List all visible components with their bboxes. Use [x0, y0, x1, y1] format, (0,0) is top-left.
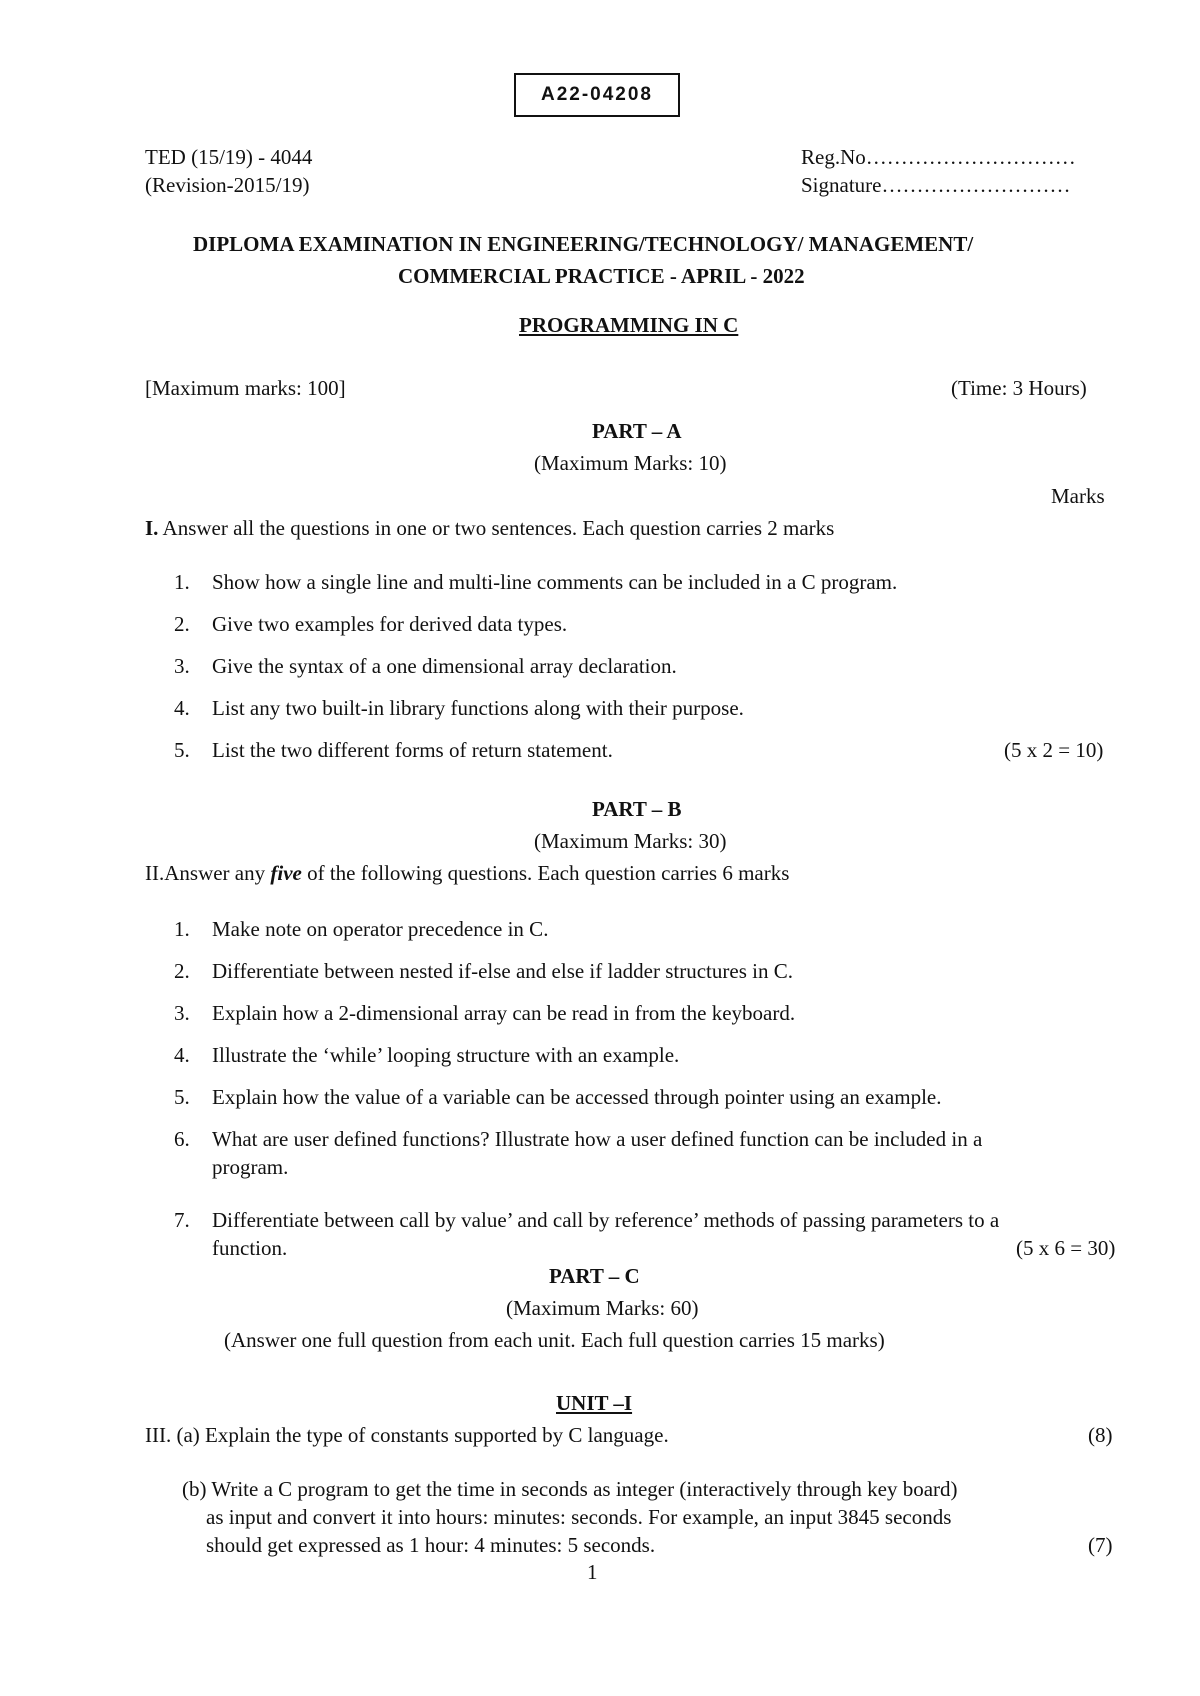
question-text: Show how a single line and multi-line comments can be included in a C program.: [212, 570, 898, 594]
question-text: Give two examples for derived data types.: [212, 612, 568, 636]
marks-column-label: Marks: [1051, 484, 1105, 508]
question-number: 2.: [174, 959, 190, 983]
part-b-total-marks: (5 x 6 = 30): [1016, 1236, 1116, 1260]
question-text: Explain how a 2-dimensional array can be read in from the keyboard.: [212, 1001, 796, 1025]
maximum-marks: [Maximum marks: 100]: [145, 376, 346, 400]
question-number: 5.: [174, 1085, 190, 1109]
question-iii-a: [145, 1423, 669, 1448]
question-iii-b-line3: should get expressed as 1 hour: 4 minutes: 5 seconds.: [206, 1533, 656, 1557]
question-iii-b-marks: (7): [1088, 1533, 1113, 1557]
question-text: List the two different forms of return statement.: [212, 738, 613, 762]
question-number: 6.: [174, 1127, 190, 1151]
question-number: 7.: [174, 1208, 190, 1232]
question-number: 1.: [174, 917, 190, 941]
question-text-continued: function.: [212, 1236, 288, 1260]
question-text: Differentiate between nested if-else and else if ladder structures in C.: [212, 959, 793, 983]
ted-code: TED (15/19) - 4044: [145, 145, 313, 169]
time-allowed: (Time: 3 Hours): [951, 376, 1087, 400]
paper-code-box: A22-04208: [514, 73, 680, 117]
question-number: 1.: [174, 570, 190, 594]
part-a-heading: PART – A: [592, 419, 682, 443]
question-text: What are user defined functions? Illustrate how a user defined function can be included in a: [212, 1127, 983, 1151]
question-iii-b-line1: (b) Write a C program to get the time in seconds as integer (interactively through key board): [182, 1477, 958, 1501]
question-number: 5.: [174, 738, 190, 762]
part-a-max-marks: (Maximum Marks: 10): [534, 451, 727, 475]
part-a-roman: I.: [145, 516, 159, 540]
question-number: 4.: [174, 696, 190, 720]
question-number: 3.: [174, 654, 190, 678]
question-number: 3.: [174, 1001, 190, 1025]
instruction-text: of the following questions. Each question carries 6 marks: [301, 861, 790, 885]
part-b-instruction: [145, 861, 789, 886]
question-number: 4.: [174, 1043, 190, 1067]
question-text: Give the syntax of a one dimensional array declaration.: [212, 654, 677, 678]
instruction-text: II.Answer any: [145, 861, 271, 885]
part-a-instruction-text: Answer all the questions in one or two sentences. Each question carries 2 marks: [158, 516, 835, 540]
part-a-total-marks: (5 x 2 = 10): [1004, 738, 1104, 762]
part-c-instruction: (Answer one full question from each unit. Each full question carries 15 marks): [224, 1328, 885, 1352]
part-b-heading: PART – B: [592, 797, 682, 821]
list-item: [0, 1127, 1200, 1187]
part-a-instruction: [145, 516, 834, 541]
question-iii-b-line2: as input and convert it into hours: minutes: seconds. For example, an input 3845 seconds: [206, 1505, 952, 1529]
question-text: Make note on operator precedence in C.: [212, 917, 549, 941]
question-text: Explain how the value of a variable can be accessed through pointer using an example.: [212, 1085, 942, 1109]
exam-title-line2: COMMERCIAL PRACTICE - APRIL - 2022: [398, 264, 805, 288]
unit-1-heading: UNIT –I: [556, 1391, 633, 1415]
question-text: (a) Explain the type of constants supported by C language.: [176, 1423, 669, 1447]
question-text: Illustrate the ‘while’ looping structure with an example.: [212, 1043, 680, 1067]
subject-title: PROGRAMMING IN C: [519, 313, 739, 337]
question-number: III.: [145, 1423, 172, 1447]
instruction-emphasis: five: [270, 861, 302, 885]
revision-code: (Revision-2015/19): [145, 173, 310, 197]
question-number: 2.: [174, 612, 190, 636]
exam-title-line1: DIPLOMA EXAMINATION IN ENGINEERING/TECHNOLOGY/ MANAGEMENT/: [193, 232, 974, 256]
signature-field: Signature………………………: [801, 173, 1071, 197]
part-c-max-marks: (Maximum Marks: 60): [506, 1296, 699, 1320]
part-b-max-marks: (Maximum Marks: 30): [534, 829, 727, 853]
page-number: 1: [587, 1560, 598, 1584]
question-text-continued: program.: [212, 1155, 289, 1179]
question-text: List any two built-in library functions along with their purpose.: [212, 696, 744, 720]
question-text: Differentiate between call by value’ and call by reference’ methods of passing parameters to a: [212, 1208, 1000, 1232]
question-iii-a-marks: (8): [1088, 1423, 1113, 1447]
part-c-heading: PART – C: [549, 1264, 640, 1288]
reg-no-field: Reg.No…………………………: [801, 145, 1076, 169]
